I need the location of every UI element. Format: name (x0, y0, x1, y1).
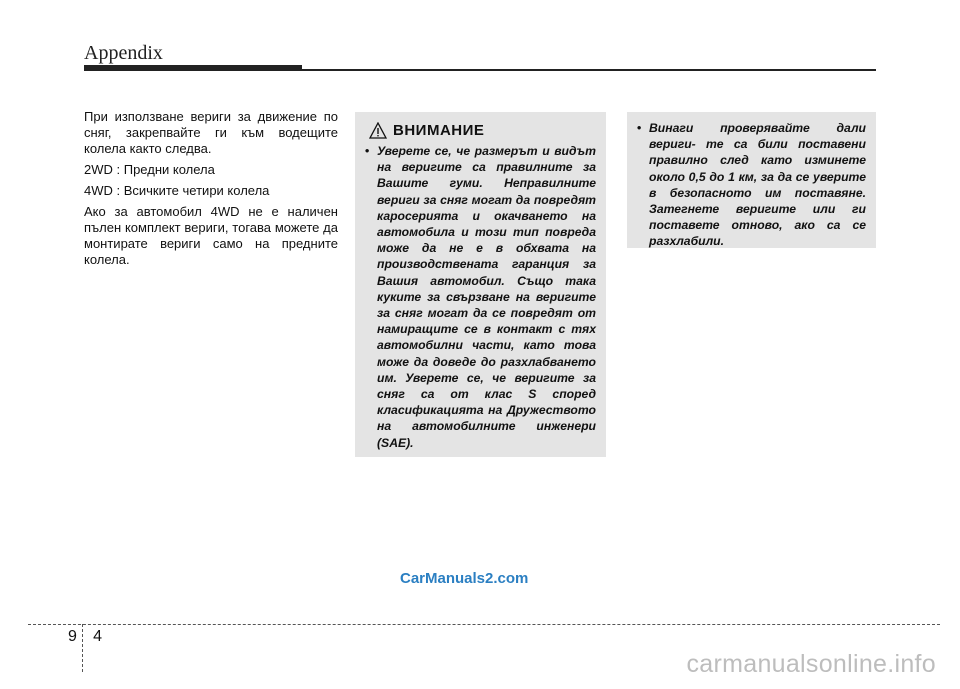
page-header-title: Appendix (84, 42, 163, 64)
warning-title: ВНИМАНИЕ (393, 122, 485, 139)
note-box (627, 112, 876, 248)
body-text-column (84, 109, 338, 273)
footer-site-watermark: carmanualsonline.info (686, 650, 936, 678)
paragraph-2wd: 2WD : Предни колела (84, 162, 215, 177)
header-rule-thick (84, 65, 302, 71)
footer-dashed-rule (28, 624, 940, 625)
warning-triangle-icon (369, 122, 387, 139)
header-rule-thin (302, 69, 876, 71)
warning-bullet: • Уверете се, че размерът и видът на веригите са правилните за Вашите гуми. Неправилните вериги за сняг могат да повредят каросерията и окачването на автомобила и този тип повреда може да не е в обхвата на производствената гаранция за Вашия автомобил. Също така куките за свързване на веригите за сняг могат да се повредят от намиращите се в контакт с тях автомобилни части, като това може да доведе до разхлабването им. Уверете се, че веригите за сняг са от клас S според класификацията на Дружеството на автомобилните инженери (SAE). (355, 143, 606, 451)
paragraph-intro: При използване вериги за движение по сняг, закрепвайте ги към водещите колела както следва. (84, 109, 338, 156)
page-number (68, 628, 102, 646)
watermark-link[interactable]: CarManuals2.com (400, 570, 529, 587)
paragraph-4wd: 4WD : Всичките четири колела (84, 183, 270, 198)
note-bullet: • Винаги проверявайте дали вериги- те са били поставени правилно след като изминете около 0,5 до 1 км, за да се уверите в безопасното им поставяне. Затегнете веригите или ги поставете отново, ако са се разхлабили. (627, 120, 876, 250)
warning-header (369, 122, 606, 139)
warning-box (355, 112, 606, 457)
page-index: 4 (93, 628, 102, 645)
page-chapter: 9 (68, 628, 77, 645)
paragraph-partial-set: Ако за автомобил 4WD не е наличен пълен комплект вериги, тогава можете да монтирате вериги само на предните колела. (84, 204, 338, 267)
